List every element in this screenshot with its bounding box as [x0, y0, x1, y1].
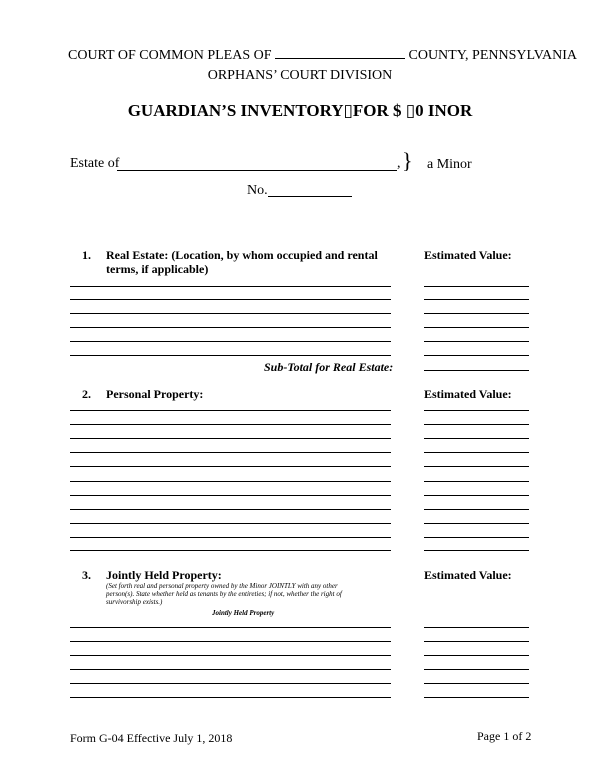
section-1-title-line1: Real Estate: (Location, by whom occupied and rental — [106, 248, 378, 262]
real-estate-description-line[interactable] — [70, 299, 391, 300]
jointly-held-description-line[interactable] — [70, 669, 391, 670]
court-prefix: COURT OF COMMON PLEAS OF — [68, 48, 272, 63]
personal-property-value-line[interactable] — [424, 495, 529, 496]
real-estate-description-line[interactable] — [70, 286, 391, 287]
estate-name-blank[interactable] — [117, 170, 397, 171]
section-2-value-label: Estimated Value: — [424, 387, 512, 401]
jointly-held-description-line[interactable] — [70, 655, 391, 656]
real-estate-value-line[interactable] — [424, 286, 529, 287]
real-estate-value-line[interactable] — [424, 313, 529, 314]
real-estate-value-line[interactable] — [424, 370, 529, 371]
personal-property-value-line[interactable] — [424, 466, 529, 467]
personal-property-description-line[interactable] — [70, 452, 391, 453]
page-number: Page 1 of 2 — [477, 729, 532, 743]
section-2-number: 2. — [82, 387, 91, 401]
jointly-held-value-line[interactable] — [424, 641, 529, 642]
county-blank[interactable] — [275, 58, 405, 59]
real-estate-description-line[interactable] — [70, 327, 391, 328]
jointly-held-description-line[interactable] — [70, 697, 391, 698]
personal-property-value-line[interactable] — [424, 509, 529, 510]
estate-suffix: a Minor — [427, 157, 472, 172]
real-estate-value-line[interactable] — [424, 299, 529, 300]
real-estate-description-line[interactable] — [70, 313, 391, 314]
personal-property-description-line[interactable] — [70, 537, 391, 538]
jointly-held-description-line[interactable] — [70, 683, 391, 684]
personal-property-description-line[interactable] — [70, 523, 391, 524]
division-heading: ORPHANS’ COURT DIVISION — [207, 68, 393, 83]
personal-property-value-line[interactable] — [424, 523, 529, 524]
section-3-note-line3: survivorship exists.) — [106, 598, 163, 606]
section-3-note-line1: (Set forth real and personal property owned by the Minor JOINTLY with any other — [106, 582, 338, 590]
personal-property-description-line[interactable] — [70, 424, 391, 425]
court-name-line — [68, 48, 577, 64]
section-3-number: 3. — [82, 568, 91, 582]
section-3-value-label: Estimated Value: — [424, 568, 512, 582]
number-blank[interactable] — [268, 196, 352, 197]
jointly-held-value-line[interactable] — [424, 627, 529, 628]
section-3-note — [106, 582, 396, 606]
form-id: Form G-04 Effective July 1, 2018 — [70, 731, 233, 745]
estate-comma: , — [397, 156, 401, 171]
jointly-held-value-line[interactable] — [424, 683, 529, 684]
personal-property-description-line[interactable] — [70, 438, 391, 439]
personal-property-description-line[interactable] — [70, 550, 391, 551]
jointly-held-description-line[interactable] — [70, 627, 391, 628]
estate-brace: } — [402, 148, 413, 173]
personal-property-description-line[interactable] — [70, 495, 391, 496]
personal-property-value-line[interactable] — [424, 550, 529, 551]
personal-property-value-line[interactable] — [424, 424, 529, 425]
section-1-title — [106, 248, 378, 276]
personal-property-description-line[interactable] — [70, 481, 391, 482]
section-1-number: 1. — [82, 248, 91, 262]
personal-property-description-line[interactable] — [70, 509, 391, 510]
section-3-title: Jointly Held Property: — [106, 568, 222, 582]
jointly-held-value-line[interactable] — [424, 669, 529, 670]
personal-property-description-line[interactable] — [70, 466, 391, 467]
real-estate-value-line[interactable] — [424, 341, 529, 342]
personal-property-value-line[interactable] — [424, 452, 529, 453]
real-estate-description-line[interactable] — [70, 355, 391, 356]
section-1-value-label: Estimated Value: — [424, 248, 512, 262]
personal-property-value-line[interactable] — [424, 438, 529, 439]
section-3-column-heading: Jointly Held Property — [212, 609, 275, 617]
number-label: No. — [247, 183, 268, 198]
real-estate-value-line[interactable] — [424, 327, 529, 328]
section-3-note-line2: person(s). State whether held as tenants by the entireties; if not, whether the right of — [106, 590, 342, 598]
section-1-subtotal-label: Sub-Total for Real Estate: — [264, 360, 394, 374]
jointly-held-value-line[interactable] — [424, 697, 529, 698]
personal-property-description-line[interactable] — [70, 410, 391, 411]
form-title: GUARDIAN’S INVENTORY▯FOR $ ▯0 INOR — [127, 101, 473, 120]
jointly-held-value-line[interactable] — [424, 655, 529, 656]
personal-property-value-line[interactable] — [424, 481, 529, 482]
personal-property-value-line[interactable] — [424, 410, 529, 411]
section-1-title-line2: terms, if applicable) — [106, 262, 209, 276]
real-estate-description-line[interactable] — [70, 341, 391, 342]
court-suffix: COUNTY, PENNSYLVANIA — [408, 48, 578, 63]
section-2-title: Personal Property: — [106, 387, 204, 401]
jointly-held-description-line[interactable] — [70, 641, 391, 642]
estate-label: Estate of — [70, 156, 120, 171]
real-estate-value-line[interactable] — [424, 355, 529, 356]
personal-property-value-line[interactable] — [424, 537, 529, 538]
